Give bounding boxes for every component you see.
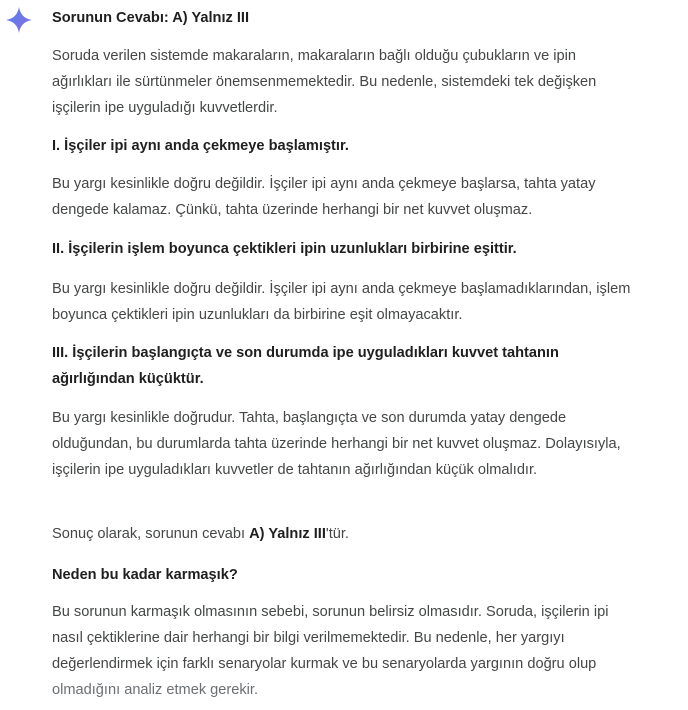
statement-3-explanation: Bu yargı kesinlikle doğrudur. Tahta, başlangıçta ve son durumda yatay dengede olduğundan, bu durumlarda tahta üzerinde herhangi bir net kuvvet oluşmaz. Dolayısıyla, işçilerin ipe uyguladıkları kuvvetler de tahtanın ağırlığından küçük olmalıdır. — [52, 410, 621, 478]
intro-paragraph: Soruda verilen sistemde makaraların, makaraların bağlı olduğu çubukların ve ipin ağırlıkları ile sürtünmeler önemsenmemektedir. Bu nedenle, sistemdeki tek değişken işçilerin ipe uyguladığı kuvvetlerdir. — [52, 48, 597, 116]
conclusion-paragraph — [52, 521, 349, 547]
why-complex-heading: Neden bu kadar karmaşık? — [52, 567, 238, 583]
why-complex-paragraph — [52, 599, 632, 703]
why-complex-streaming-text: olmadığını analiz etmek gerekir. — [52, 682, 259, 698]
statement-3-heading: III. İşçilerin başlangıçta ve son durumda ipe uyguladıkları kuvvet tahtanın ağırlığından küçüktür. — [52, 345, 559, 387]
conclusion-answer: A) Yalnız III — [249, 526, 326, 542]
conclusion-suffix: 'tür. — [325, 526, 349, 542]
conclusion-prefix: Sonuç olarak, sorunun cevabı — [52, 526, 250, 542]
statement-1-explanation: Bu yargı kesinlikle doğru değildir. İşçiler ipi aynı anda çekmeye başlarsa, tahta yatay dengede kalamaz. Çünkü, tahta üzerinde herhangi bir net kuvvet oluşmaz. — [52, 176, 596, 218]
gemini-sparkle-icon — [5, 6, 33, 34]
statement-2-heading: II. İşçilerin işlem boyunca çektikleri ipin uzunlukları birbirine eşittir. — [52, 241, 517, 257]
statement-2-explanation: Bu yargı kesinlikle doğru değildir. İşçiler ipi aynı anda çekmeye başlamadıklarından, işlem boyunca çektikleri ipin uzunlukları da birbirine eşit olmayacaktır. — [52, 281, 631, 323]
answer-title: Sorunun Cevabı: A) Yalnız III — [52, 10, 250, 26]
why-complex-text: Bu sorunun karmaşık olmasının sebebi, sorunun belirsiz olmasıdır. Soruda, işçilerin ipi nasıl çektiklerine dair herhangi bir bilgi verilmemektedir. Bu nedenle, her yargıyı değerlendirmek için farklı senaryolar kurmak ve bu senaryolarda yargının doğru olup — [52, 604, 609, 672]
statement-1-heading: I. İşçiler ipi aynı anda çekmeye başlamıştır. — [52, 138, 349, 154]
